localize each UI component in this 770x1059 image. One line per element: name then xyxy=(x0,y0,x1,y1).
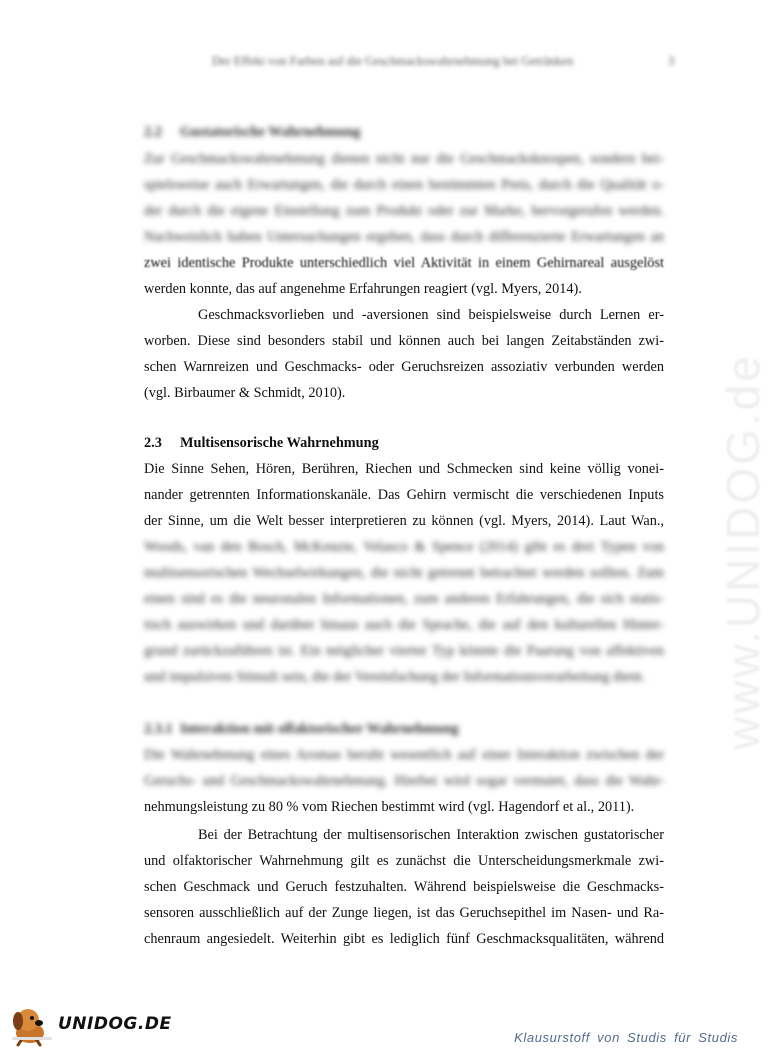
section-title: Gustatorische Wahrnehmung xyxy=(180,124,361,140)
blurred-line: grund zurückzuführen ist. Ein möglicher vierter Typ könnte die Paarung von affektiven xyxy=(144,643,664,659)
text-line: schen Geschmack und Geruch festzuhalten. Während beispielsweise die Geschmacks- xyxy=(144,879,664,895)
section-heading-2-3 xyxy=(144,431,664,455)
text-line: (vgl. Birbaumer & Schmidt, 2010). xyxy=(144,385,346,401)
section-number: 2.3.1 xyxy=(144,721,173,737)
blurred-line: Zur Geschmackswahrnehmung dienen nicht nur die Geschmacksknospen, sondern bei- xyxy=(144,151,664,167)
text-line: nehmungsleistung zu 80 % vom Riechen bestimmt wird (vgl. Hagendorf et al., 2011). xyxy=(144,799,635,815)
section-heading-2-3-1 xyxy=(144,717,664,741)
text-line: sensoren ausschließlich auf der Zunge liegen, ist das Geruchsepithel im Nasen- und Ra- xyxy=(144,905,664,921)
dog-mascot-icon xyxy=(6,1003,58,1047)
text-line: Die Sinne Sehen, Hören, Berühren, Riechen und Schmecken sind keine völlig vonei- xyxy=(144,461,664,477)
logo-text: UNIDOG.DE xyxy=(58,1014,172,1034)
text-line: chenraum angesiedelt. Weiterhin gibt es lediglich fünf Geschmacksqualitäten, während xyxy=(144,931,664,947)
unidog-logo[interactable] xyxy=(6,1003,172,1047)
page-number: 3 xyxy=(668,54,675,68)
section-title: Interaktion mit olfaktorischer Wahrnehmung xyxy=(180,721,459,737)
blurred-line: und impulsiven Stimuli sein, die der Vereinfachung der Informationsverarbeitung dient. xyxy=(144,669,646,685)
running-header: Der Effekt von Farben auf die Geschmackswahrnehmung bei Getränken xyxy=(212,54,574,68)
watermark-text: www.UNIDOG.de xyxy=(717,353,769,750)
section-heading-2-2 xyxy=(144,120,664,144)
blurred-line: Die Wahrnehmung eines Aromas beruht wesentlich auf einer Interaktion zwischen der xyxy=(144,747,664,763)
footer-tagline: Klausurstoff von Studis für Studis xyxy=(514,1030,738,1045)
text-line: worben. Diese sind besonders stabil und können auch bei langen Zeitabständen zwi- xyxy=(144,333,664,349)
text-line: schen Warnreizen und Geschmacks- oder Geruchsreizen assoziativ verbunden werden xyxy=(144,359,664,375)
text-line: nander getrennten Informationskanäle. Das Gehirn vermischt die verschiedenen Inputs xyxy=(144,487,664,503)
blurred-line: multisensorischen Wechselwirkungen, die nicht getrennt betrachtet werden sollten. Zum xyxy=(144,565,664,581)
section-number: 2.3 xyxy=(144,435,162,451)
blurred-line: spielsweise auch Erwartungen, die durch einen bestimmten Preis, durch die Qualität o- xyxy=(144,177,664,193)
blurred-line: der durch die eigene Einstellung zum Produkt oder zur Marke, hervorgerufen werden. xyxy=(144,203,664,219)
text-line: Geschmacksvorlieben und -aversionen sind beispielsweise durch Lernen er- xyxy=(198,307,664,323)
section-title: Multisensorische Wahrnehmung xyxy=(180,435,379,451)
blurred-line: Geruchs- und Geschmackswahrnehmung. Hierbei wird sogar vermutet, dass die Wahr- xyxy=(144,773,664,789)
text-line: und olfaktorischer Wahrnehmung gilt es zunächst die Unterscheidungsmerkmale zwi- xyxy=(144,853,664,869)
text-line: werden konnte, das auf angenehme Erfahrungen reagiert (vgl. Myers, 2014). xyxy=(144,281,582,297)
text-line: der Sinne, um die Welt besser interpretieren zu können (vgl. Myers, 2014). Laut Wan., xyxy=(144,513,664,529)
watermark xyxy=(660,280,769,750)
blurred-line: Woods, van den Bosch, McKenzie, Velasco & Spence (2014) gibt es drei Typen von xyxy=(144,539,664,555)
blurred-line: tisch auswirken und darüber hinaus auch die Sprache, die auf den kulturellen Hinter- xyxy=(144,617,664,633)
text-line: zwei identische Produkte unterschiedlich viel Aktivität in einem Gehirnareal ausgelöst xyxy=(144,255,664,271)
blurred-line: Nachweislich haben Untersuchungen ergeben, dass durch differenzierte Erwartungen an xyxy=(144,229,664,245)
text-line: Bei der Betrachtung der multisensorischen Interaktion zwischen gustatorischer xyxy=(198,827,664,843)
blurred-line: einen sind es die neuronalen Informationen, zum anderen Erfahrungen, die sich statis- xyxy=(144,591,664,607)
section-number: 2.2 xyxy=(144,124,162,140)
